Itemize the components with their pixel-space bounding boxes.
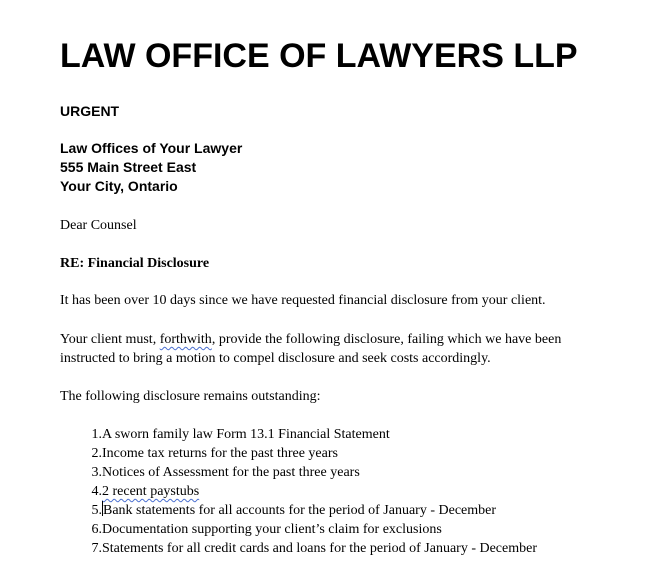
list-item[interactable] (60, 501, 497, 520)
list-item-number: 1. (91, 427, 102, 442)
paragraph-2-text-before: Your client must, (60, 332, 160, 347)
list-item-text[interactable]: Bank statements for all accounts for the period of January - December (103, 503, 497, 518)
list-item-number: 6. (91, 522, 102, 537)
list-item (60, 463, 360, 482)
urgent-label: URGENT (60, 103, 120, 119)
body-paragraph-1: It has been over 10 days since we have requested financial disclosure from your client. (60, 293, 546, 308)
spellcheck-word-forthwith: forthwith (159, 332, 212, 347)
list-item-text: Documentation supporting your client’s claim for exclusions (102, 522, 442, 537)
list-item-text-with-cursor[interactable] (102, 501, 496, 520)
list-item (60, 539, 537, 558)
list-item-number: 7. (91, 541, 102, 556)
list-item-number: 2. (91, 446, 102, 461)
list-item-text: Statements for all credit cards and loans for the period of January - December (102, 541, 537, 556)
list-item-number: 5. (91, 503, 102, 518)
outstanding-disclosure-list (60, 425, 537, 558)
recipient-street: 555 Main Street East (60, 159, 197, 175)
paragraph-2-line-2: instructed to bring a motion to compel disclosure and seek costs accordingly. (60, 351, 491, 366)
recipient-address (60, 139, 242, 196)
body-paragraph-3: The following disclosure remains outstanding: (60, 389, 321, 404)
paragraph-2-text-after: , provide the following disclosure, failing which we have been (211, 332, 562, 347)
list-item (60, 425, 390, 444)
list-item-text: Income tax returns for the past three years (102, 446, 338, 461)
list-item-text: Notices of Assessment for the past three years (102, 465, 360, 480)
letterhead-title: LAW OFFICE OF LAWYERS LLP (60, 37, 578, 75)
list-item-number: 4. (91, 484, 102, 499)
salutation: Dear Counsel (60, 218, 137, 233)
list-item (60, 444, 338, 463)
list-item (60, 482, 200, 501)
list-item (60, 520, 442, 539)
recipient-name: Law Offices of Your Lawyer (60, 140, 243, 156)
list-item-text: 2 recent paystubs (102, 484, 200, 499)
paragraph-2-line-1 (60, 330, 561, 349)
body-paragraph-2 (60, 330, 561, 368)
recipient-city: Your City, Ontario (60, 178, 178, 194)
list-item-number: 3. (91, 465, 102, 480)
subject-line: RE: Financial Disclosure (60, 256, 210, 271)
list-item-text: A sworn family law Form 13.1 Financial Statement (102, 427, 390, 442)
